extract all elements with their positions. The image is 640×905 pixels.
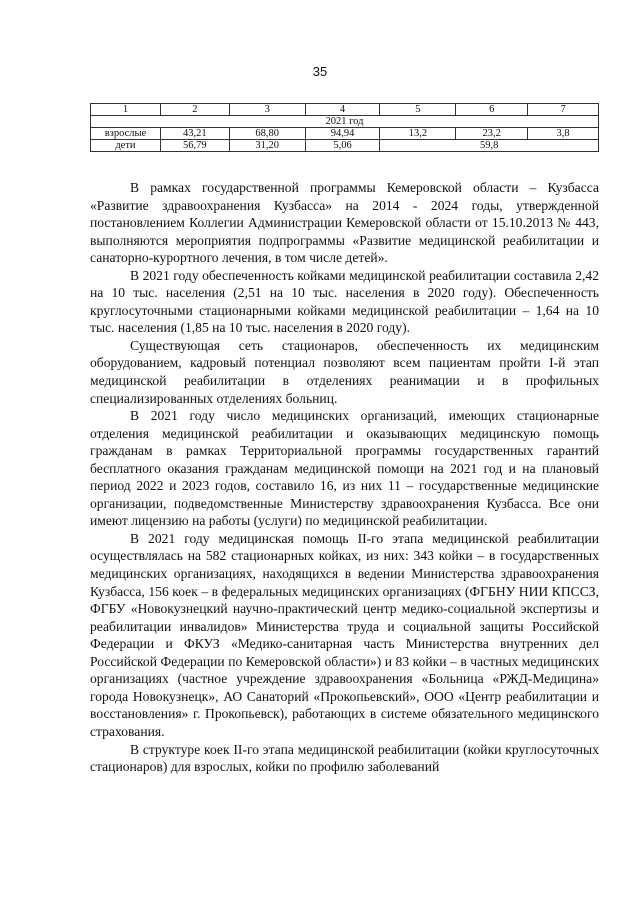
- table-header-cell: 3: [229, 104, 305, 116]
- paragraph: В рамках государственной программы Кемеровской области – Кузбасса «Развитие здравоохранения Кузбасса» на 2014 - 2024 годы, утвержденной постановлением Коллегии Администрации Кемеровской области от 15.10.2013 № 443, выполняются мероприятия подпрограммы «Развитие медицинской реабилитации и санаторно-курортного лечения, в том числе детей».: [90, 180, 599, 266]
- paragraph: В 2021 году обеспеченность койками медицинской реабилитации составила 2,42 на 10 тыс. населения (2,51 на 10 тыс. населения в 2020 году). Обеспеченность круглосуточными стационарными койками медицинской реабилитации – 1,64 на 10 тыс. населения (1,85 на 10 тыс. населения в 2020 году).: [90, 267, 599, 336]
- table-cell: 94,94: [305, 128, 380, 140]
- table-cell: 23,2: [456, 128, 528, 140]
- table-header-cell: 5: [380, 104, 456, 116]
- table-cell-merged: 59,8: [380, 140, 599, 152]
- table-year-row: [91, 116, 599, 128]
- table-cell: 56,79: [160, 140, 229, 152]
- data-table: [90, 103, 599, 152]
- table-header-row: [91, 104, 599, 116]
- table-row-label: взрослые: [91, 128, 161, 140]
- table-header-cell: 1: [91, 104, 161, 116]
- paragraph: В 2021 году число медицинских организаций, имеющих стационарные отделения медицинской реабилитации и оказывающих медицинскую помощь гражданам в рамках Территориальной программы государственных гарантий бесплатного оказания гражданам медицинской помощи на 2021 год и на плановый период 2022 и 2023 годов, составило 16, из них 11 – государственные медицинские организации, подведомственные Министерству здравоохранения Кузбасса. Все они имеют лицензию на работы (услуги) по медицинской реабилитации.: [90, 408, 599, 529]
- table-cell: 31,20: [229, 140, 305, 152]
- paragraph: В структуре коек II-го этапа медицинской реабилитации (койки круглосуточных стационаров) для взрослых, койки по профилю заболеваний: [90, 741, 599, 775]
- table-cell: 13,2: [380, 128, 456, 140]
- table-header-cell: 2: [160, 104, 229, 116]
- page-number: 35: [312, 64, 328, 79]
- table-row: [91, 140, 599, 152]
- table-year-cell: 2021 год: [91, 116, 599, 128]
- table-cell: 68,80: [229, 128, 305, 140]
- table-row: [91, 128, 599, 140]
- paragraph: В 2021 году медицинская помощь II-го этапа медицинской реабилитации осуществлялась на 582 стационарных койках, из них: 343 койки – в государственных медицинских организациях, находящихся в ведении Министерства здравоохранения Кузбасса, 156 коек – в федеральных медицинских организациях (ФГБНУ НИИ КПССЗ, ФГБУ «Новокузнецкий научно-практический центр медико-социальной экспертизы и реабилитации инвалидов» Министерства труда и социальной защиты Российской Федерации и ФКУЗ «Медико-санитарная часть Министерства внутренних дел Российской Федерации по Кемеровской области») и 83 койки – в частных медицинских организациях (частное учреждение здравоохранения «Больница «РЖД-Медицина» города Новокузнецк», АО Санаторий «Прокопьевский», ООО «Центр реабилитации и восстановления» г. Прокопьевск), работающих в системе обязательного медицинского страхования.: [90, 530, 599, 739]
- table-header-cell: 4: [305, 104, 380, 116]
- table-cell: 3,8: [528, 128, 599, 140]
- table-row-label: дети: [91, 140, 161, 152]
- table-cell: 5,06: [305, 140, 380, 152]
- table-header-cell: 7: [528, 104, 599, 116]
- paragraph: Существующая сеть стационаров, обеспеченность их медицинским оборудованием, кадровый потенциал позволяют всем пациентам пройти I-й этап медицинской реабилитации в отделениях реанимации и в профильных специализированных отделениях больниц.: [90, 337, 599, 406]
- table-cell: 43,21: [160, 128, 229, 140]
- document-body: [90, 179, 599, 776]
- table-header-cell: 6: [456, 104, 528, 116]
